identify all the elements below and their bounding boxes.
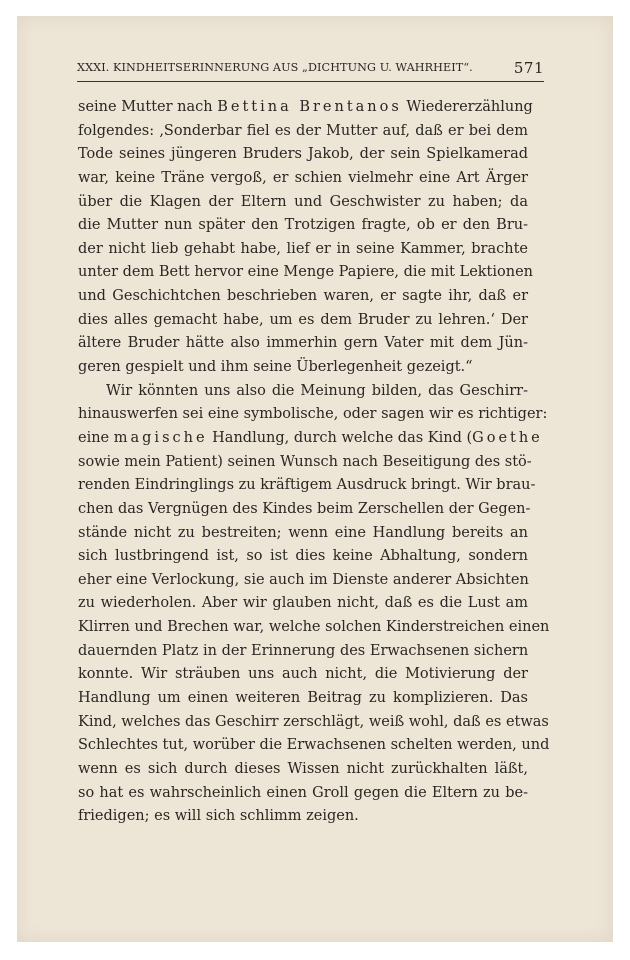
text-line	[78, 380, 528, 404]
text-line	[78, 214, 528, 238]
text-line	[78, 285, 528, 309]
text-run: sich lustbringend ist, so ist dies keine Abhaltung, sondern	[78, 548, 528, 565]
text-line	[78, 120, 528, 144]
text-run: dauernden Platz in der Erinnerung des Erwachsenen sichern	[78, 642, 529, 659]
text-run: die Mutter nun später den Trotzigen fragte, ob er den Bru-	[78, 217, 528, 234]
text-line	[78, 498, 531, 522]
text-run: stände nicht zu bestreiten; wenn eine Handlung bereits an	[78, 524, 528, 541]
text-run: unter dem Bett hervor eine Menge Papiere, die mit Lektionen	[78, 264, 534, 281]
text-line	[78, 332, 528, 356]
text-run: seine Mutter nach	[78, 99, 218, 115]
emphasized-name: Goethe	[472, 429, 543, 446]
text-run: eher eine Verlockung, sie auch im Dienste anderer Absichten	[78, 571, 529, 588]
text-line	[78, 805, 528, 829]
text-run: chen das Vergnügen des Kindes beim Zerschellen der Gegen-	[78, 500, 531, 517]
text-line	[78, 403, 548, 427]
text-line	[78, 592, 528, 616]
text-line	[78, 616, 550, 640]
text-line	[78, 309, 528, 333]
text-line	[78, 569, 528, 593]
text-run: ältere Bruder hätte also immerhin gern Vater mit dem Jün-	[78, 335, 528, 352]
text-run: der nicht lieb gehabt habe, lief er in seine Kammer, brachte	[78, 240, 528, 257]
text-run: Klirren und Brechen war, welche solchen Kinderstreichen einen	[78, 619, 550, 636]
text-line	[78, 545, 528, 569]
text-run: folgendes: ‚Sonderbar fiel es der Mutter auf, daß er bei dem	[78, 122, 528, 139]
text-line	[78, 663, 528, 687]
text-run: so hat es wahrscheinlich einen Groll gegen die Eltern zu be-	[78, 784, 528, 801]
emphasized-name: magische	[113, 429, 208, 446]
text-run: eine	[78, 429, 114, 446]
text-run: geren gespielt und ihm seine Überlegenheit gezeigt.“	[78, 359, 473, 376]
text-run: Schlechtes tut, worüber die Erwachsenen schelten werden, und	[78, 737, 550, 754]
text-line	[78, 427, 543, 451]
text-line	[78, 640, 528, 664]
text-run: zu wiederholen. Aber wir glauben nicht, daß es die Lust am	[78, 595, 528, 612]
text-line	[78, 451, 532, 475]
text-run: sowie mein Patient) seinen Wunsch nach Beseitigung des stö-	[78, 453, 532, 470]
text-line	[78, 143, 528, 167]
header-title: XXXI. KINDHEITSERINNERUNG AUS „DICHTUNG U. WAHRHEIT“.	[77, 61, 473, 74]
text-line	[78, 167, 528, 191]
text-run: Handlung um einen weiteren Beitrag zu komplizieren. Das	[78, 690, 528, 707]
text-line	[78, 711, 549, 735]
text-run: und Geschichtchen beschrieben waren, er sagte ihr, daß er	[78, 288, 528, 305]
text-line	[78, 238, 528, 262]
page-number: 571	[513, 59, 544, 77]
text-line	[78, 96, 533, 120]
text-run: Tode seines jüngeren Bruders Jakob, der sein Spielkamerad	[78, 146, 528, 163]
text-run: Kind, welches das Geschirr zerschlägt, weiß wohl, daß es etwas	[78, 713, 549, 730]
text-line	[78, 734, 550, 758]
text-run: Wir könnten uns also die Meinung bilden, das Geschirr-	[106, 382, 528, 399]
text-run: renden Eindringlings zu kräftigem Ausdruck bringt. Wir brau-	[78, 477, 536, 494]
text-line	[78, 758, 528, 782]
text-line	[78, 356, 528, 380]
text-run: friedigen; es will sich schlimm zeigen.	[78, 808, 359, 825]
text-line	[78, 261, 534, 285]
text-line	[78, 474, 536, 498]
text-run: dies alles gemacht habe, um es dem Bruder zu lehren.‘ Der	[78, 311, 528, 328]
text-run: hinauswerfen sei eine symbolische, oder sagen wir es richtiger:	[78, 406, 548, 423]
body-text	[78, 96, 550, 829]
text-run: Handlung, durch welche das Kind (	[207, 429, 473, 446]
text-line	[78, 191, 528, 215]
text-run: Wiedererzählung	[401, 99, 533, 115]
emphasized-name: Bettina Brentanos	[217, 99, 402, 115]
text-line	[78, 687, 528, 711]
text-line	[78, 522, 528, 546]
text-line	[78, 782, 528, 806]
text-run: über die Klagen der Eltern und Geschwister zu haben; da	[78, 193, 528, 210]
text-run: war, keine Träne vergoß, er schien vielmehr eine Art Ärger	[78, 169, 528, 186]
text-run: konnte. Wir sträuben uns auch nicht, die Motivierung der	[78, 666, 528, 683]
text-run: wenn es sich durch dieses Wissen nicht zurückhalten läßt,	[78, 760, 528, 777]
running-header	[77, 59, 544, 82]
